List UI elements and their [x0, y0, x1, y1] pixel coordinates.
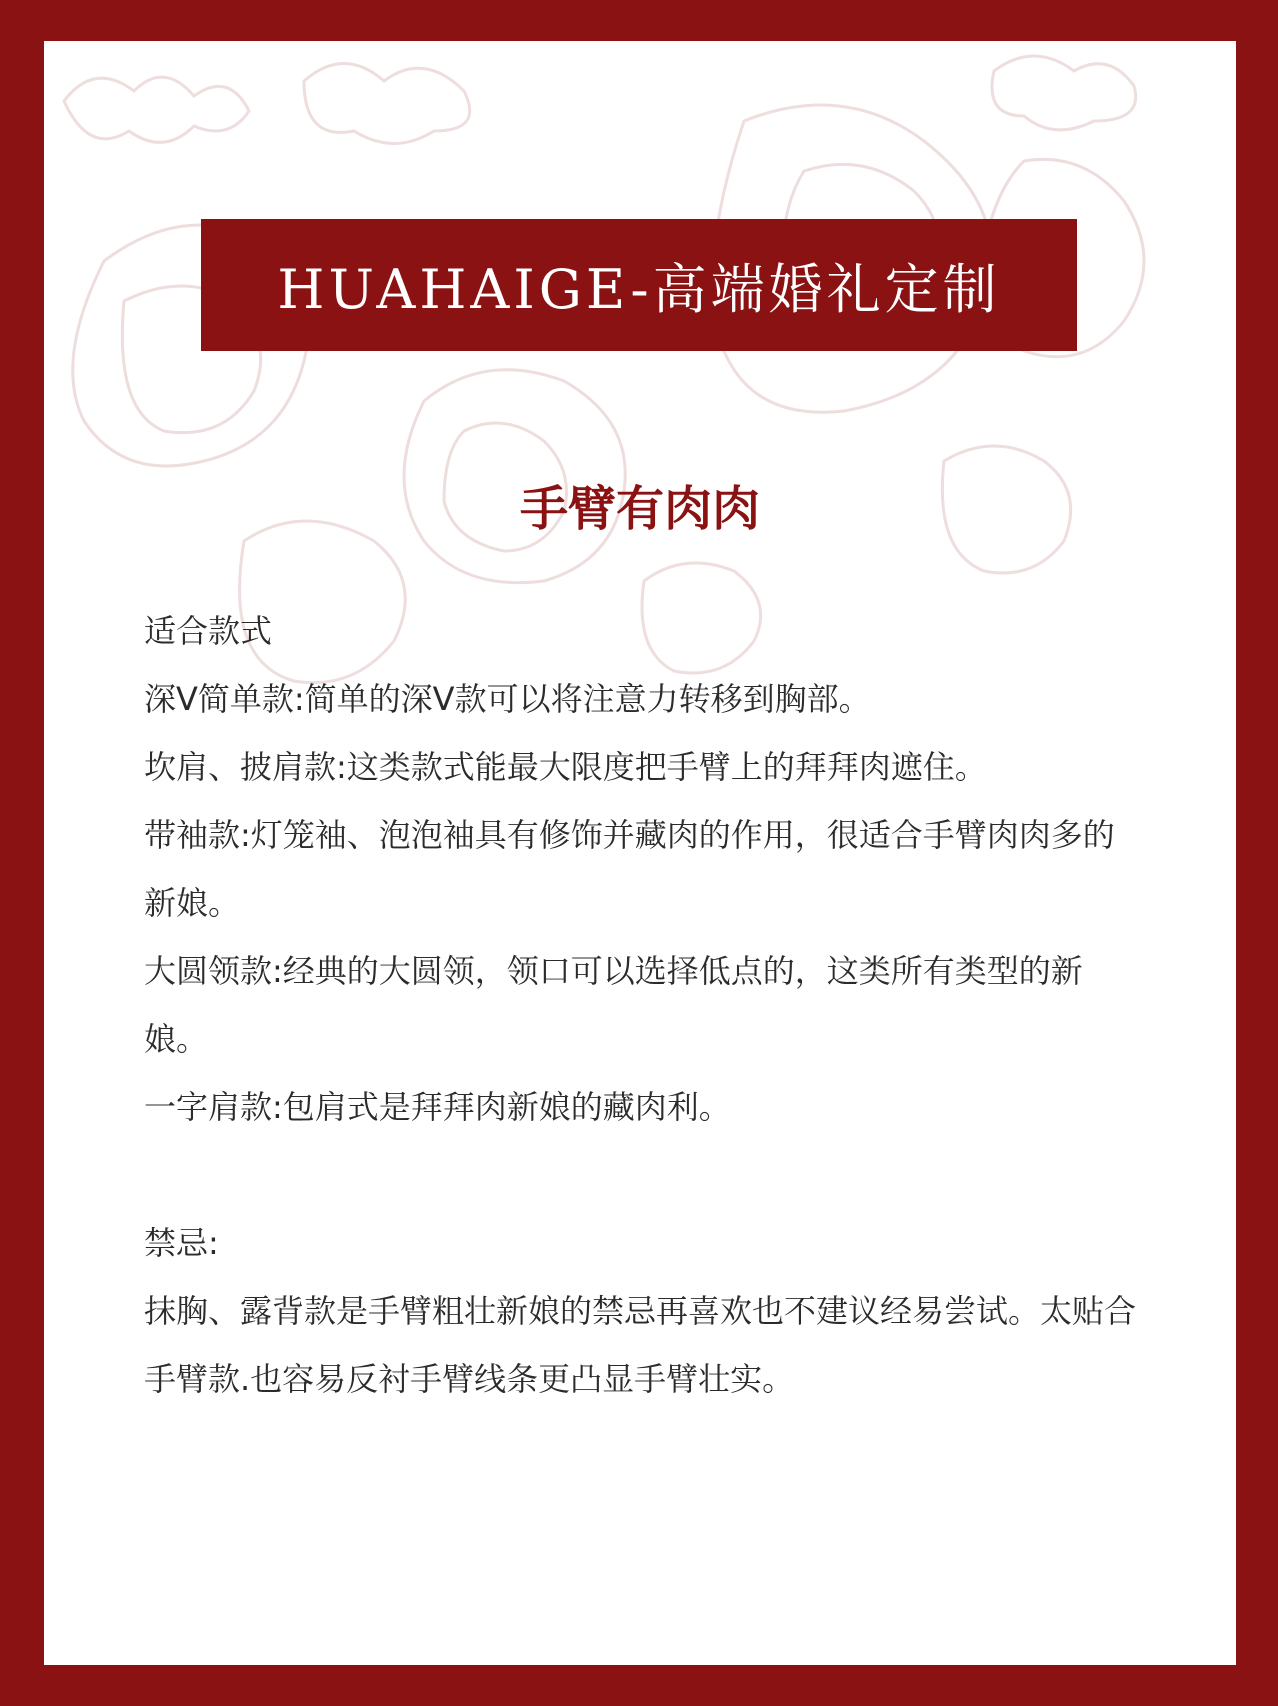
taboo-text: 抹胸、露背款是手臂粗壮新娘的禁忌再喜欢也不建议经易尝试。太贴合手臂款.也容易反衬手臂线条更凸显手臂壮实。: [144, 1292, 1137, 1398]
content-card: [44, 41, 1236, 1665]
title-banner: [201, 219, 1077, 351]
section-title: 手臂有肉肉: [519, 481, 760, 537]
article-body: [144, 597, 1144, 1413]
suitable-item: 一字肩款:包肩式是拜拜肉新娘的藏肉利。: [144, 1088, 731, 1126]
suitable-item: 带袖款:灯笼袖、泡泡袖具有修饰并藏肉的作用，很适合手臂肉肉多的新娘。: [144, 816, 1115, 922]
taboo-heading: 禁忌:: [144, 1224, 219, 1262]
suitable-item: 深V简单款:简单的深V款可以将注意力转移到胸部。: [144, 680, 871, 718]
banner-title: HUAHAIGE-高端婚礼定制: [277, 257, 1001, 321]
suitable-heading: 适合款式: [144, 612, 273, 650]
paragraph-spacer: [144, 1141, 1144, 1209]
suitable-item: 坎肩、披肩款:这类款式能最大限度把手臂上的拜拜肉遮住。: [144, 748, 987, 786]
suitable-item: 大圆领款:经典的大圆领，领口可以选择低点的，这类所有类型的新娘。: [144, 952, 1083, 1058]
